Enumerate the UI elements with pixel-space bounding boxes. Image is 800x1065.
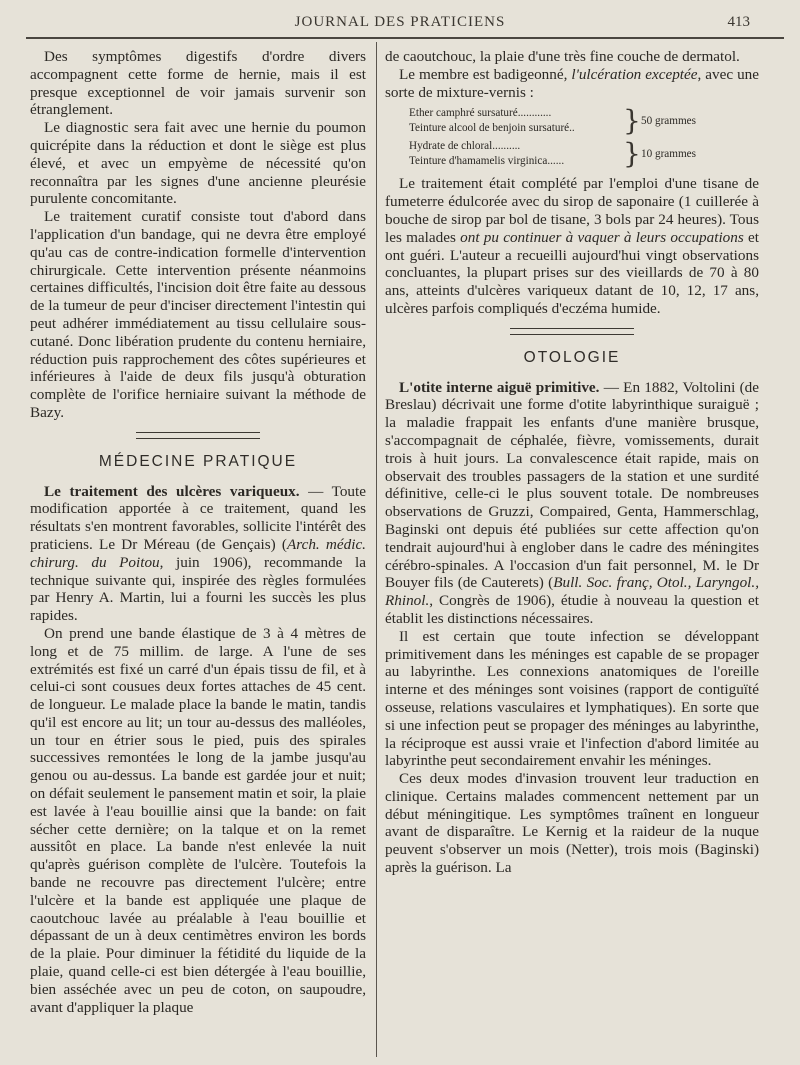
emphasis: ont pu continuer à vaquer à leurs occupations [460,228,744,246]
section-title-otologie: OTOLOGIE [523,348,621,366]
right-column [385,48,759,877]
section-separator [510,328,634,335]
paragraph: Il est certain que toute infection se développant primitivement dans les méninges est capable de se propager au labyrinthe. Les connexions anatomiques de l'oreille interne et des méninges sont voisines (rapport de contiguïté osseuse, relations vasculaires et lymphatiques). En sorte que si une infection peut se propager des méninges au labyrinthe, la réciproque est aussi vraie et l'infection d'abord limitée au labyrinthe peut secondairement envahir les méninges. [385,627,759,770]
text-run: Le traitement était complété par l'emploi d'une tisane de fumeterre édulcorée avec du sirop de saponaire (1 cuillerée à bouche de sirop par bol de tisane, 3 bols par 24 heures). Tous les malades [385,175,759,246]
article-text: — En 1882, Voltolini (de Breslau) décrivait une forme d'otite labyrinthique suraiguë ; la maladie frappait les enfants d'une manière brusque, s'accompagnait de céphalée, fièvre, vomissements, durait trois à huit jours. La convalescence était rapide, mais on observait des troubles passagers de la station et une surdité définitive, celle-ci le plus souvent totale. De nombreuses observations de Gruzzi, Compaired, Genta, Hammerschlag, Baginski ont depuis été publiées sur cette affection qu'on tendrait aujourd'hui à englober dans le cadre des méningites cérébro-spinales. A l'occasion d'un fait personnel, M. le Dr Bouyer fils (de Cauterets) ( [385,378,759,592]
text-run: , avec une sorte de mixture-vernis : [385,65,760,101]
paragraph: On prend une bande élastique de 3 à 4 mètres de long et de 75 millim. de large. A l'une de ses extrémités est fixé un carré d'un épais tissu de fil, et à celui-ci sont cousues deux fortes attaches de 45 cent. de longueur. Le malade place la bande le matin, tandis qu'il est encore au lit; un tour au-dessus des malléoles, un tour en étrier sous le pied, puis des spirales successives remontées le long de la jambe jusqu'au genou ou au-dessus. La bande est gardée jour et nuit; on défait seulement le pansement matin et soir, la plaie est lavée à l'eau bouillie ainsi que la bande: on fait sécher cette dernière; on la talque et on la remet aussitôt en place. La bande n'est enlevée la nuit qu'après guérison complète de l'ulcère. Toutefois la bande ne recouvre pas directement l'ulcère; entre l'ulcère et la bande est appliquée une plaque de caoutchouc lavée au préalable à l'eau bouillie et dépassant de un à deux centimètres environ les bords de la plaie. Pour diminuer la fétidité du liquide de la plaie, quand celle-ci est bien détergée à l'eau bouillie, bien asséchée avec un peu de coton, on saupoudre, avant d'appliquer la plaque [30,624,366,1016]
running-head [0,10,800,36]
journal-reference: Arch. médic. chirurg. du Poitou [30,535,366,571]
section-title-medecine-pratique: MÉDECINE PRATIQUE [98,452,298,470]
header-rule [26,37,784,39]
journal-reference: Bull. Soc. franç, Otol., Laryngol., Rhinol. [385,574,759,610]
formula-quantity: 50 grammes [641,114,696,127]
brace: } [623,104,641,138]
text-run: Le membre est badigeonné, [399,65,572,83]
paragraph [385,175,759,317]
paragraph: Des symptômes digestifs d'ordre divers accompagnent cette forme de hernie, mais il est presque exceptionnel de voir jamais survenir son étranglement. [30,48,366,119]
article-text: — Toute modification apportée à ce traitement, quand les résultats s'en montrent favorables, sollicite l'intérêt des praticiens. Le Dr Méreau (de Gençais) ( [30,482,366,553]
article-title: Le traitement des ulcères variqueux. [44,482,300,500]
article-paragraph [30,483,366,625]
paragraph: Le diagnostic sera fait avec une hernie du poumon quicrépite dans la réduction et dont le siège est plus élevé, et avec un empyème de nécessité qu'on reconnaîtra par les signes d'une ancienne pleurésie purulente concomitante. [30,119,366,208]
article-title: L'otite interne aiguë primitive. [399,378,600,396]
article-text: , Congrès de 1906), étudie à nouveau la question et établit les distinctions nécessaires. [385,592,759,627]
left-column [30,48,366,1016]
column-divider [376,42,377,1057]
article-text: , juin 1906), recommande la technique suivante qui, inspirée des règles formulées par Henry A. Martin, lui a fourni les succès les plus rapides. [30,553,366,625]
article-paragraph [385,379,759,628]
formula-ingredient: Hydrate de chloral.......... [409,140,521,153]
formula [385,106,759,169]
journal-title: JOURNAL DES PRATICIENS [294,14,506,30]
section-separator [136,432,260,439]
paragraph: Ces deux modes d'invasion trouvent leur traduction en clinique. Certains malades commencent nettement par un début méningitique. Les symptômes traînent en longueur avant de disparaître. Le Kernig et la raideur de la nuque peuvent s'observer un mois (Netter), trois mois (Baginski) après la guérison. La [385,770,759,877]
paragraph: de caoutchouc, la plaie d'une très fine couche de dermatol. [385,48,740,65]
formula-ingredient: Teinture d'hamamelis virginica...... [409,155,565,168]
text-run: et ont guéri. L'auteur a recueilli aujourd'hui vingt observations concluantes, la plupart prises sur des vieillards de 70 à 80 ans, atteints d'ulcères variqueux datant de 10, 12, 17 ans, ulcères parfois compliqués d'eczéma humide. [385,228,759,317]
page-number: 413 [727,14,750,30]
formula-group [385,106,759,136]
formula-ingredient: Teinture alcool de benjoin sursaturé.. [409,122,575,135]
paragraph [385,66,759,102]
paragraph: Le traitement curatif consiste tout d'abord dans l'application d'un bandage, qui ne devra être employé qu'au cas de contre-indication formelle d'intervention chirurgicale. Cette intervention présente néanmoins certaines difficultés, l'incision doit être faite au dessous de la tumeur de peur d'inciser directement l'intestin qui peut adhérer immédiatement au tissu cellulaire sous-cutané. Donc libération prudente du contenu herniaire, réduction puis rapprochement des côtes supérieures et inférieures à l'aide de deux fils jusqu'à obturation complète de l'orifice herniaire suivant la méthode de Bazy. [30,208,366,421]
formula-quantity: 10 grammes [641,147,696,160]
formula-group [385,139,759,169]
formula-ingredient: Ether camphré sursaturé............ [409,107,552,120]
brace: } [623,137,641,171]
emphasis: l'ulcération exceptée [571,65,698,83]
